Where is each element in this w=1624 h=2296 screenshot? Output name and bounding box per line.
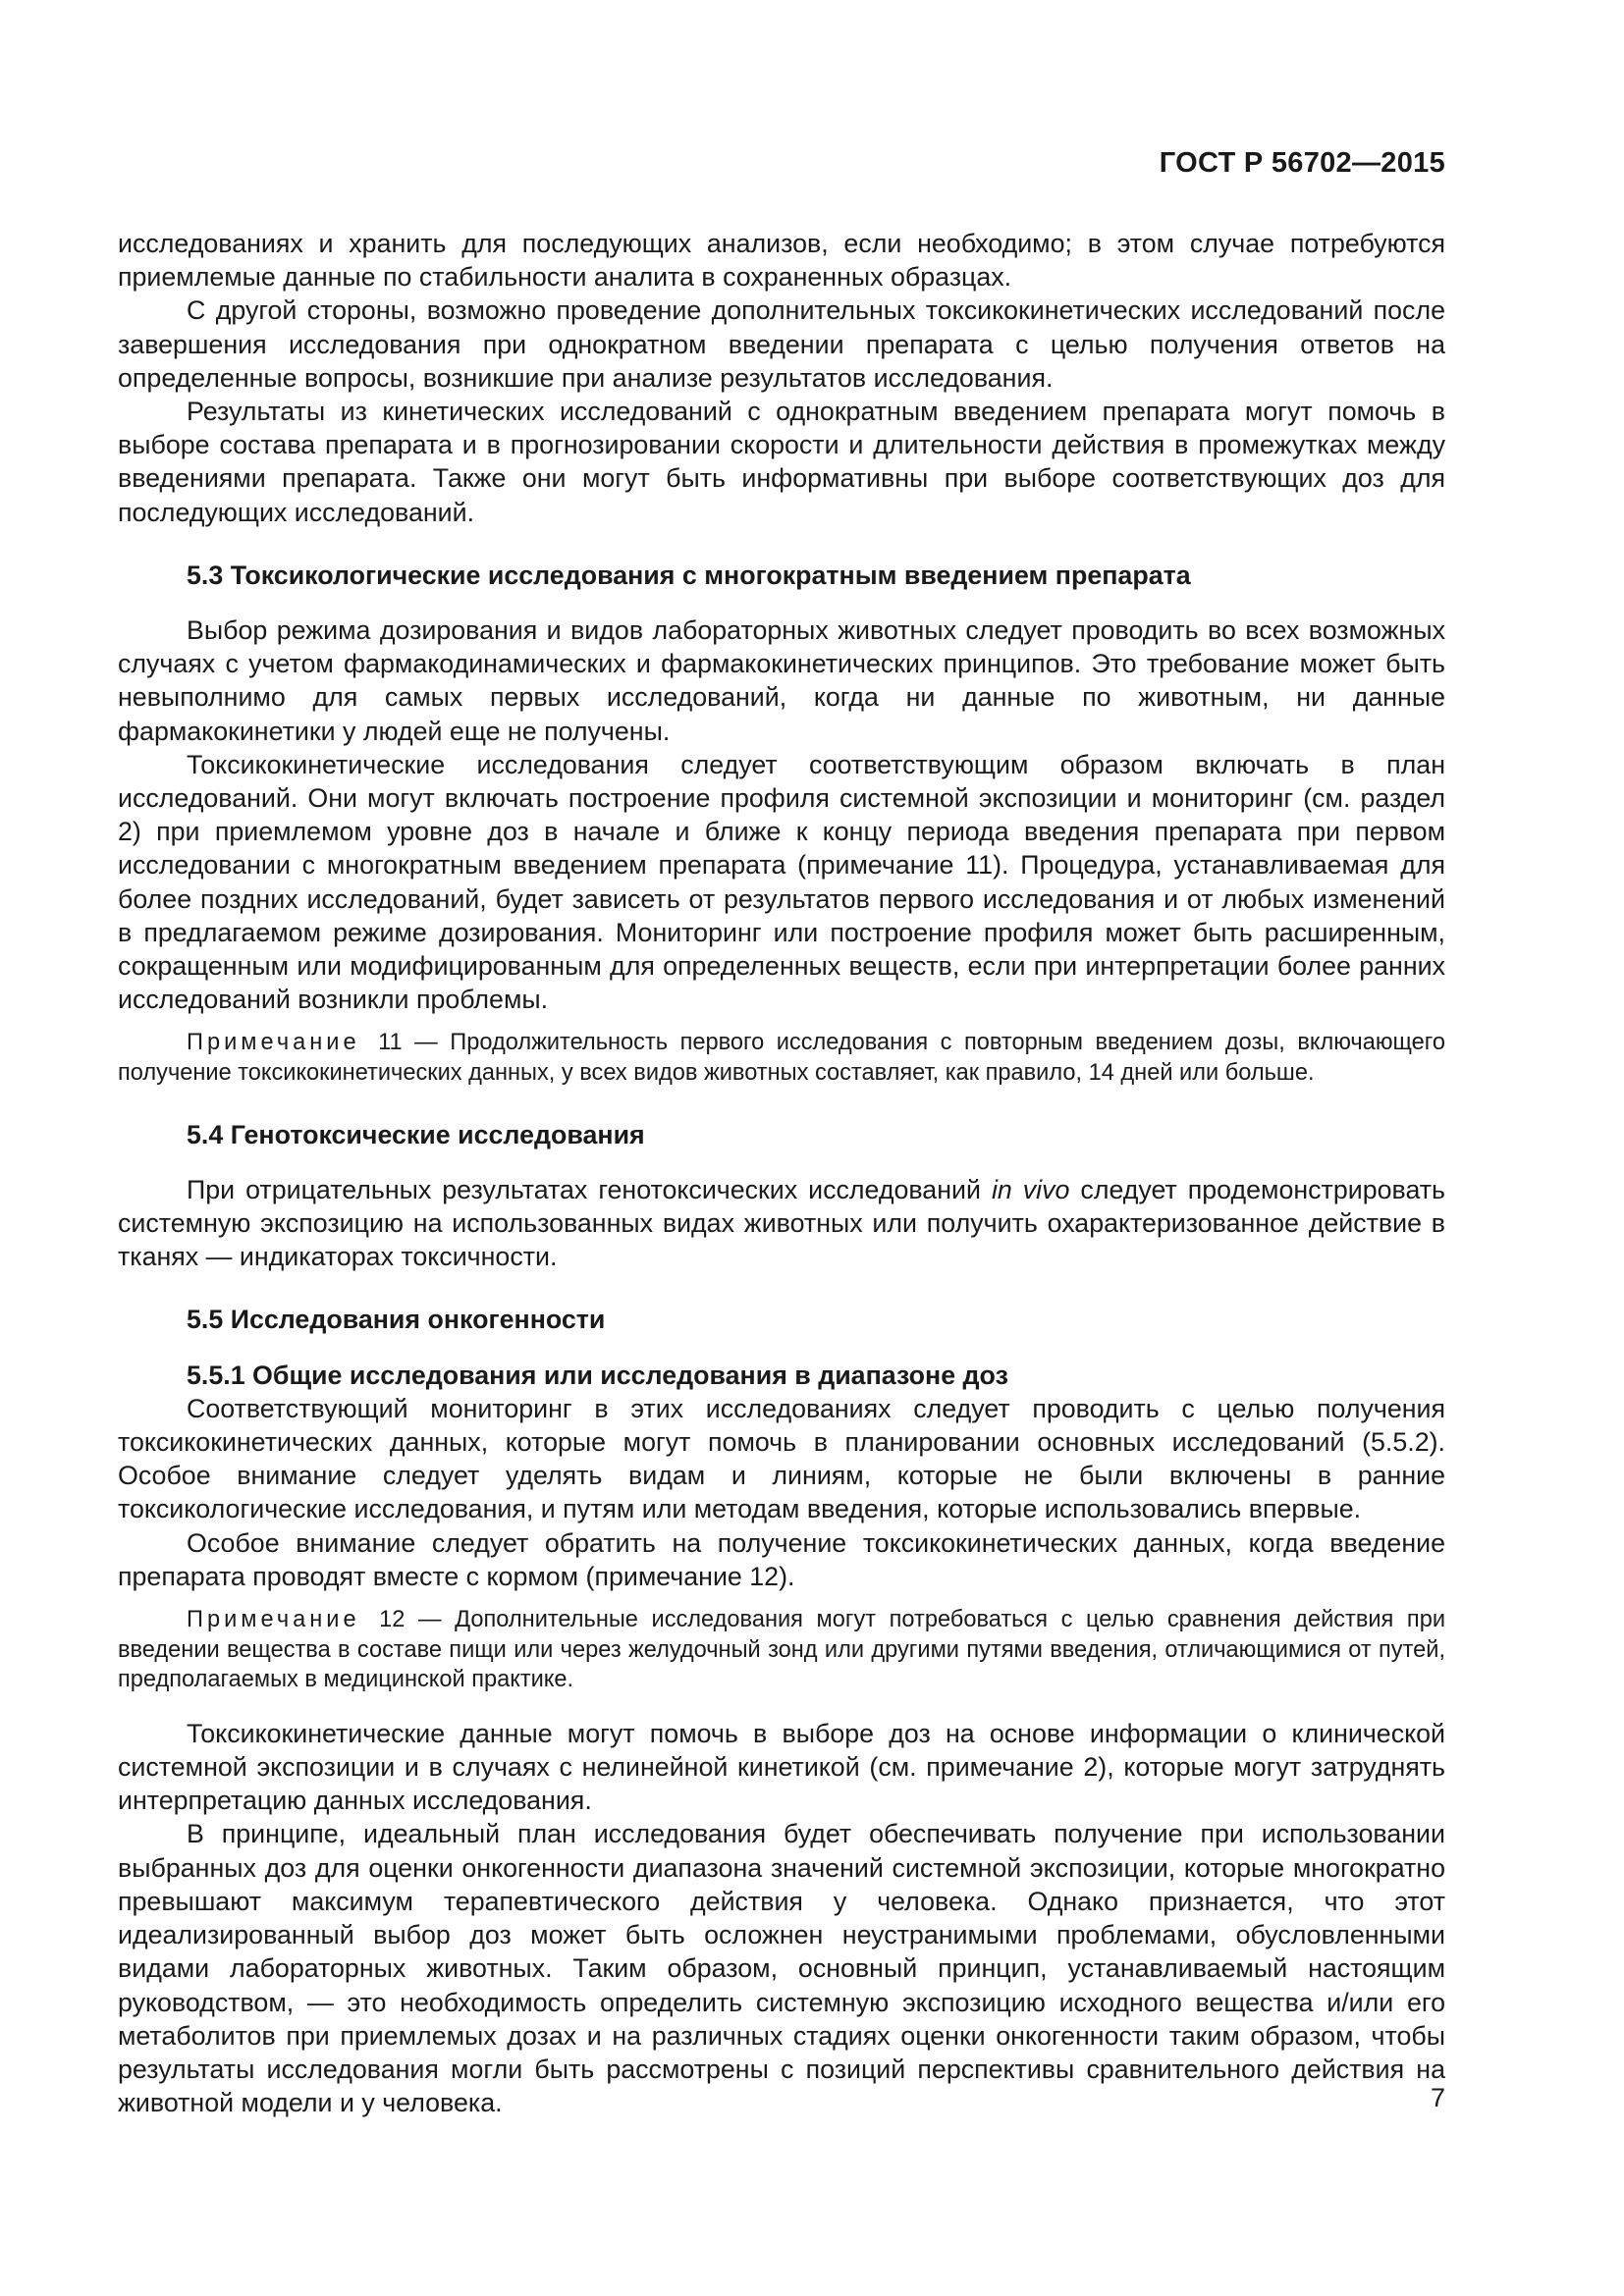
paragraph: С другой стороны, возможно проведение дополнительных токсикокинетических исследований после завершения исследования при однократном введении препарата с целью получения ответов на определенные вопросы, возникшие при анализе результатов исследования. <box>118 295 1445 393</box>
paragraph: Токсикокинетические данные могут помочь в выборе доз на основе информации о клинической системной экспозиции и в случаях с нелинейной кинетикой (см. примечание 2), которые могут затруднять интерпретацию данных исследования. <box>118 1718 1445 1816</box>
note-text: 12 — Дополнительные исследования могут потребоваться с целью сравнения действия при введении вещества в составе пищи или через желудочный зонд или другими путями введения, отличающимися от путей, предполагаемых в медицинской практике. <box>118 1607 1445 1693</box>
paragraph: исследованиях и хранить для последующих анализов, если необходимо; в этом случае потребуются приемлемые данные по стабильности аналита в сохраненных образцах. <box>118 229 1445 293</box>
paragraph: Соответствующий мониторинг в этих исследованиях следует проводить с целью получения токсикокинетических данных, которые могут помочь в планировании основных исследований (5.5.2). Особое внимание следует уделять видам и линиям, которые не были включены в ранние токсикологические исследования, и путям или методам введения, которые использовались впервые. <box>118 1393 1445 1524</box>
note-11 <box>118 1028 1445 1088</box>
paragraph <box>118 1173 1445 1274</box>
paragraph: В принципе, идеальный план исследования будет обеспечивать получение при использовании выбранных доз для оценки онкогенности диапазона значений системной экспозиции, которые многократно превышают максимум терапевтического действия у человека. Однако признается, что этот идеализированный выбор доз может быть осложнен неустранимыми проблемами, обусловленными видами лабораторных животных. Таким образом, основный принцип, устанавливаемый настоящим руководством, — это необходимость определить системную экспозицию исходного вещества и/или его метаболитов при приемлемых дозах и на различных стадиях оценки онкогенности таким образом, чтобы результаты исследования могли быть рассмотрены с позиций перспективы сравнительного действия на животной модели и у человека. <box>118 1819 1445 2118</box>
section-heading-5-5-1: 5.5.1 Общие исследования или исследования в диапазоне доз <box>187 1360 1008 1390</box>
note-12 <box>118 1605 1445 1695</box>
section-heading-5-5: 5.5 Исследования онкогенности <box>187 1305 606 1335</box>
note-text: 11 — Продолжительность первого исследования с повторным введением дозы, включающего получение токсикокинетических данных, у всех видов животных составляет, как правило, 14 дней или больше. <box>118 1030 1445 1087</box>
paragraph: Выбор режима дозирования и видов лабораторных животных следует проводить во всех возможных случаях с учетом фармакодинамических и фармакокинетических принципов. Это требование может быть невыполнимо для самых первых исследований, когда ни данные по животным, ни данные фармакокинетики у людей еще не получены. <box>118 615 1445 746</box>
note-label: Примечание <box>187 1030 360 1056</box>
section-heading-5-3: 5.3 Токсикологические исследования с многократным введением препарата <box>187 560 1191 590</box>
page-number: 7 <box>1430 2083 1445 2112</box>
document-body <box>118 227 1445 2119</box>
paragraph: Результаты из кинетических исследований с однократным введением препарата могут помочь в выборе состава препарата и в прогнозировании скорости и длительности действия в промежутках между введениями препарата. Также они могут быть информативны при выборе соответствующих доз для последующих исследований. <box>118 397 1445 527</box>
document-page <box>118 0 1445 2296</box>
paragraph-text: При отрицательных результатах генотоксических исследований <box>187 1174 992 1204</box>
section-heading-5-4: 5.4 Генотоксические исследования <box>187 1119 645 1149</box>
italic-term: in vivo <box>991 1174 1070 1204</box>
paragraph: Токсикокинетические исследования следует соответствующим образом включать в план исследований. Они могут включать построение профиля системной экспозиции и мониторинг (см. раздел 2) при приемлемом уровне доз в начале и ближе к концу периода введения препарата при первом исследовании с многократным введением препарата (примечание 11). Процедура, устанавливаемая для более поздних исследований, будет зависеть от результатов первого исследования и от любых изменений в предлагаемом режиме дозирования. Мониторинг или построение профиля может быть расширенным, сокращенным или модифицированным для определенных веществ, если при интерпретации более ранних исследований возникли проблемы. <box>118 749 1445 1015</box>
paragraph: Особое внимание следует обратить на получение токсикокинетических данных, когда введение препарата проводят вместе с кормом (примечание 12). <box>118 1527 1445 1591</box>
paragraph-text: следует продемонстрировать системную экспозицию на использованных видах животных или получить охарактеризованное действие в тканях — индикаторах токсичности. <box>118 1174 1445 1272</box>
note-label: Примечание <box>187 1607 360 1633</box>
standard-header: ГОСТ Р 56702—2015 <box>1159 147 1445 179</box>
